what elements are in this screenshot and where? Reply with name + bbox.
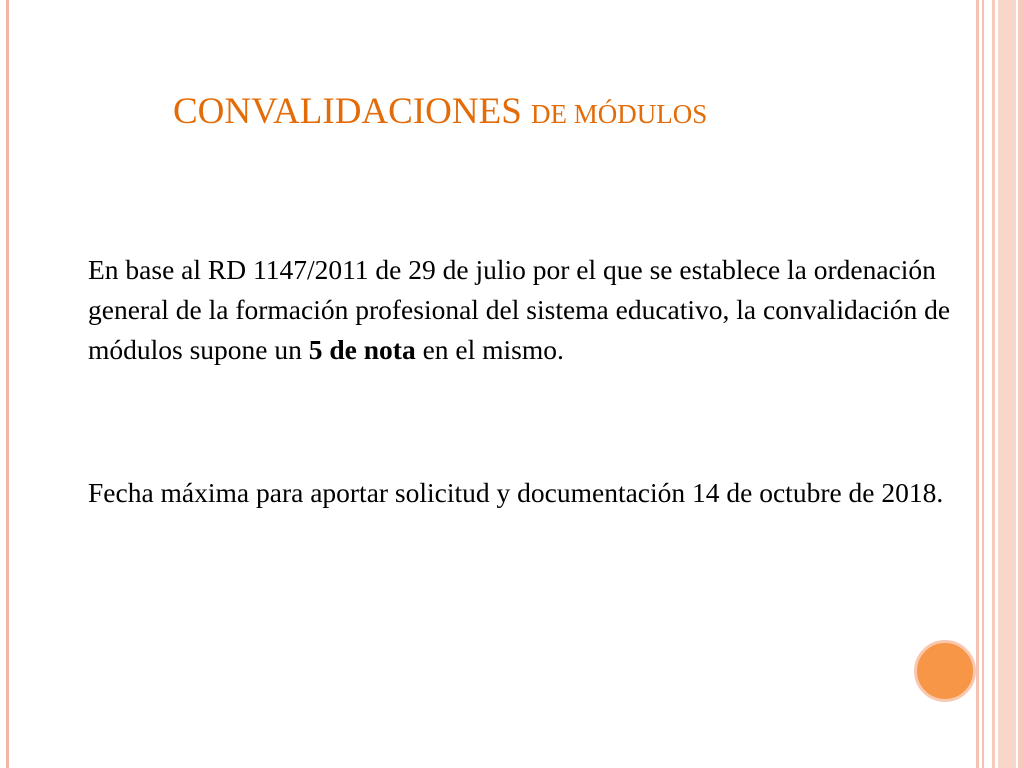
slide-title (173, 90, 707, 133)
stripe (982, 0, 984, 768)
stripe (1018, 0, 1024, 768)
paragraph1-part2: en el mismo. (415, 334, 564, 365)
title-main: CONVALIDACIONES (173, 91, 522, 132)
title-small-caps (531, 99, 707, 129)
left-border-line (6, 0, 9, 768)
paragraph-convalidation (88, 250, 968, 370)
title-small-text: DE MÓDULOS (531, 99, 708, 129)
paragraph1-bold: 5 de nota (308, 334, 416, 365)
right-decorative-stripes (976, 0, 1024, 768)
orange-circle-decoration (914, 640, 976, 702)
paragraph-deadline: Fecha máxima para aportar solicitud y documentación 14 de octubre de 2018. (88, 477, 944, 508)
stripe (976, 0, 979, 768)
paragraph1-part1: En base al RD 1147/2011 de 29 de julio por el que se establece la ordenación general de la formación profesional del sistema educativo, la convalidación de módulos supone un (88, 254, 951, 365)
stripe (992, 0, 995, 768)
stripe (998, 0, 1016, 768)
